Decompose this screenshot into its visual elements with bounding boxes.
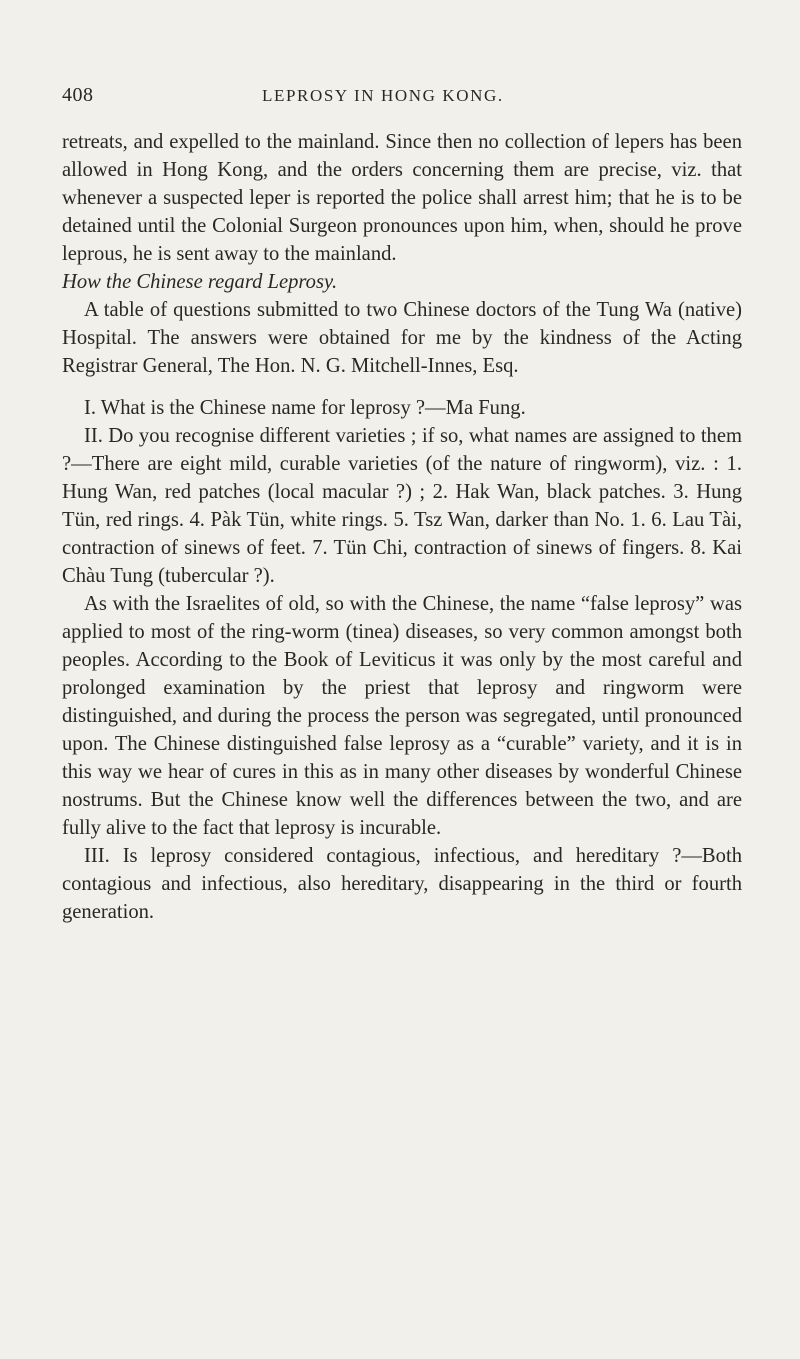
running-head: LEPROSY IN HONG KONG. (262, 86, 504, 105)
page-header (62, 84, 742, 112)
paragraph-expulsion: retreats, and expelled to the mainland. Since then no collection of lepers has been allowed in Hong Kong, and the orders concerning them are precise, viz. that whenever a suspected leper is reported the police shall arrest him; that he is to be detained until the Colonial Surgeon pronounces upon him, when, should he prove leprous, he is sent away to the mainland. (62, 131, 742, 265)
page-number: 408 (62, 84, 94, 106)
paragraph-questions-intro: A table of questions submitted to two Chinese doctors of the Tung Wa (native) Hospital. The answers were obtained for me by the kindness of the Acting Registrar General, The Hon. N. G. Mitchell-Innes, Esq. (62, 299, 742, 377)
paragraph-false-leprosy: As with the Israelites of old, so with the Chinese, the name “false leprosy” was applied to most of the ring-worm (tinea) diseases, so very common amongst both peoples. According to the Book of Leviticus it was only by the most careful and prolonged examination by the priest that leprosy and ringworm were distinguished, and during the process the person was segregated, until pronounced upon. The Chinese distinguished false leprosy as a “curable” variety, and it is in this way we hear of cures in this as in many other diseases by wonderful Chinese nostrums. But the Chinese know well the differences between the two, and are fully alive to the fact that leprosy is incurable. (62, 593, 742, 839)
question-3: III. Is leprosy considered contagious, infectious, and hereditary ?—Both contagious and infectious, also hereditary, disappearing in the third or fourth generation. (62, 845, 742, 923)
question-2: II. Do you recognise different varieties ; if so, what names are assigned to them ?—There are eight mild, curable varieties (of the nature of ringworm), viz. : 1. Hung Wan, red patches (local macular ?) ; 2. Hak Wan, black patches. 3. Hung Tün, red rings. 4. Pàk Tün, white rings. 5. Tsz Wan, darker than No. 1. 6. Lau Tài, contraction of sinews of feet. 7. Tün Chi, contraction of sinews of fingers. 8. Kai Chàu Tung (tubercular ?). (62, 425, 742, 587)
question-1: I. What is the Chinese name for leprosy ?—Ma Fung. (84, 397, 526, 419)
spacer (62, 380, 742, 394)
page-body (62, 128, 742, 926)
section-heading: How the Chinese regard Leprosy. (62, 271, 338, 293)
